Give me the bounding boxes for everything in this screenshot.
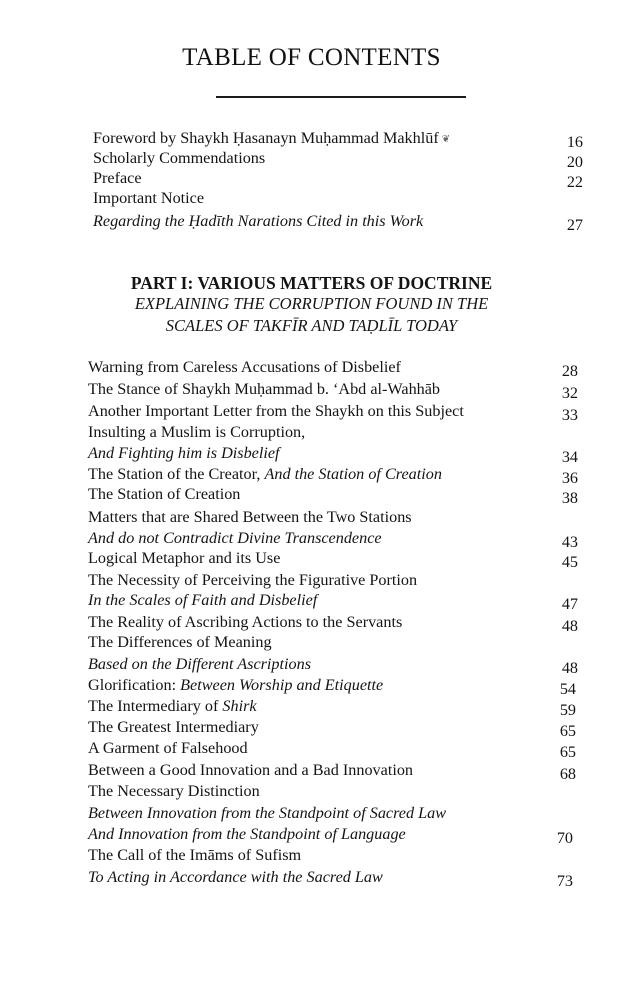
toc-entry[interactable] [0,442,623,464]
toc-entry[interactable] [0,527,623,549]
entry-title-italic-part: And Fighting him is Disbelief [88,444,280,462]
toc-entry-title [93,147,265,169]
toc-entry-page-number: 45 [561,553,578,571]
toc-entry[interactable] [0,400,623,422]
toc-entry-title [88,589,317,611]
entry-title-part: Preface [93,169,142,187]
toc-entry[interactable] [0,569,623,591]
toc-entry-title [88,356,401,378]
entry-title-part: The Reality of Ascribing Actions to the Servants [88,613,403,631]
entry-title-part: The Call of the Imāms of Sufism [88,846,302,864]
toc-entry-title [88,653,311,675]
entry-title-italic-part: Between Worship and Etiquette [180,676,384,694]
entry-title-part: The Necessary Distinction [88,782,260,800]
toc-entry-title [88,631,272,653]
toc-entry-page-number: 59 [559,701,576,719]
toc-entry-title [88,737,248,759]
entry-title-italic-part: Based on the Different Ascriptions [88,655,312,673]
entry-title-part: Between a Good Innovation and a Bad Innovation [88,761,414,779]
toc-entry[interactable] [0,463,623,485]
toc-entry-page-number: 47 [561,595,578,613]
toc-entry[interactable] [0,421,623,443]
toc-entry-title [88,695,257,717]
toc-entry[interactable] [0,844,623,866]
toc-entry-title [88,506,412,528]
toc-entry[interactable] [0,589,623,611]
toc-entry[interactable] [0,716,623,738]
entry-title-italic-part: To Acting in Accordance with the Sacred Law [88,868,383,886]
toc-entry[interactable] [0,187,623,209]
toc-entry-title [93,187,204,209]
toc-entry-title [88,569,417,591]
part-subheading-line-2: SCALES OF TAKFĪR AND TAḌLĪL TODAY [165,316,458,335]
entry-title-italic-part: Regarding the Ḥadīth Narations Cited in this Work [93,212,424,230]
part-subheading-line-1: EXPLAINING THE CORRUPTION FOUND IN THE [134,294,489,313]
entry-title-part: The Stance of Shaykh Muḥammad b. ‘Abd al-Wahhāb [88,380,441,398]
entry-title-part: Insulting a Muslim is Corruption, [88,423,306,441]
entry-title-part: Matters that are Shared Between the Two Stations [88,508,412,526]
toc-entry-page-number: 33 [561,406,578,424]
toc-entry-title [88,802,446,824]
entry-title-part: Another Important Letter from the Shaykh on this Subject [88,402,464,420]
toc-entry[interactable] [0,506,623,528]
toc-entry[interactable] [0,378,623,400]
toc-entry-page-number: 43 [561,533,578,551]
toc-entry-page-number: 68 [559,765,576,783]
title-divider [216,96,466,98]
toc-entry-page-number: 28 [561,362,578,380]
entry-title-italic-part: Shirk [222,697,257,715]
toc-entry[interactable] [0,356,623,378]
toc-entry[interactable] [0,780,623,802]
toc-entry-title [88,442,280,464]
entry-title-part: The Intermediary of [88,697,223,715]
entry-title-italic-part: Between Innovation from the Standpoint of Sacred Law [88,804,447,822]
toc-entry-page-number: 20 [566,153,583,171]
toc-entry-title [93,210,423,232]
toc-entry[interactable] [0,210,623,232]
toc-entry-title [88,421,305,443]
toc-entry-title [88,463,442,485]
entry-title-part: Foreword by Shaykh Ḥasanayn Muḥammad Makhlūf [93,129,439,147]
toc-entry-page-number: 32 [561,384,578,402]
toc-entry[interactable] [0,674,623,696]
toc-entry-title [88,716,259,738]
toc-entry[interactable] [0,631,623,653]
toc-entry-title [88,674,383,696]
toc-entry[interactable] [0,759,623,781]
toc-entry[interactable] [0,653,623,675]
toc-entry-title [88,547,280,569]
toc-entry[interactable] [0,483,623,505]
toc-entry-title [88,759,413,781]
toc-entry[interactable] [0,823,623,845]
toc-entry-title [88,866,383,888]
toc-entry-page-number: 36 [561,469,578,487]
toc-entry-title [88,483,240,505]
entry-title-part: The Greatest Intermediary [88,718,259,736]
entry-title-part: A Garment of Falsehood [88,739,248,757]
toc-entry[interactable] [0,147,623,169]
toc-entry[interactable] [0,167,623,189]
entry-title-part: Logical Metaphor and its Use [88,549,281,567]
entry-title-part: The Station of Creation [88,485,241,503]
entry-title-italic-part: In the Scales of Faith and Disbelief [88,591,318,609]
entry-title-part: Scholarly Commendations [93,149,266,167]
entry-title-italic-part: And the Station of Creation [264,465,442,483]
toc-entry-title [88,844,301,866]
page-title: TABLE OF CONTENTS [182,44,441,71]
toc-entry-page-number: 22 [566,173,583,191]
toc-entry-page-number: 34 [561,448,578,466]
toc-entry-title [88,400,464,422]
toc-entry-title [88,780,260,802]
entry-title-part: The Necessity of Perceiving the Figurative Portion [88,571,418,589]
entry-title-part: Important Notice [93,189,205,207]
entry-title-italic-part: And do not Contradict Divine Transcendence [88,529,382,547]
entry-title-part: The Differences of Meaning [88,633,272,651]
entry-title-part: Warning from Careless Accusations of Disbelief [88,358,401,376]
toc-entry[interactable] [0,127,623,149]
toc-entry-page-number: 73 [556,872,573,890]
toc-entry-page-number: 16 [566,133,583,151]
toc-entry-title [88,527,382,549]
entry-title-italic-part: And Innovation from the Standpoint of Language [88,825,406,843]
toc-entry-page-number: 27 [566,216,583,234]
part-heading: PART I: VARIOUS MATTERS OF DOCTRINE [130,273,493,293]
toc-entry[interactable] [0,695,623,717]
entry-title-part: Glorification: [88,676,181,694]
toc-entry-title [93,167,142,189]
toc-entry-page-number: 48 [561,617,578,635]
toc-entry[interactable] [0,866,623,888]
toc-entry-title [88,378,440,400]
entry-title-part: The Station of the Creator, [88,465,265,483]
toc-entry-page-number: 38 [561,489,578,507]
toc-entry[interactable] [0,802,623,824]
toc-entry-page-number: 65 [559,743,576,761]
toc-entry-page-number: 70 [556,829,573,847]
toc-entry-title [88,611,402,633]
toc-entry-page-number: 65 [559,722,576,740]
honorific-ornament-icon: ❦ [441,134,451,145]
toc-entry[interactable] [0,547,623,569]
toc-entry[interactable] [0,611,623,633]
toc-entry-page-number: 54 [559,680,576,698]
toc-entry-title [88,823,406,845]
toc-entry-page-number: 48 [561,659,578,677]
toc-entry[interactable] [0,737,623,759]
